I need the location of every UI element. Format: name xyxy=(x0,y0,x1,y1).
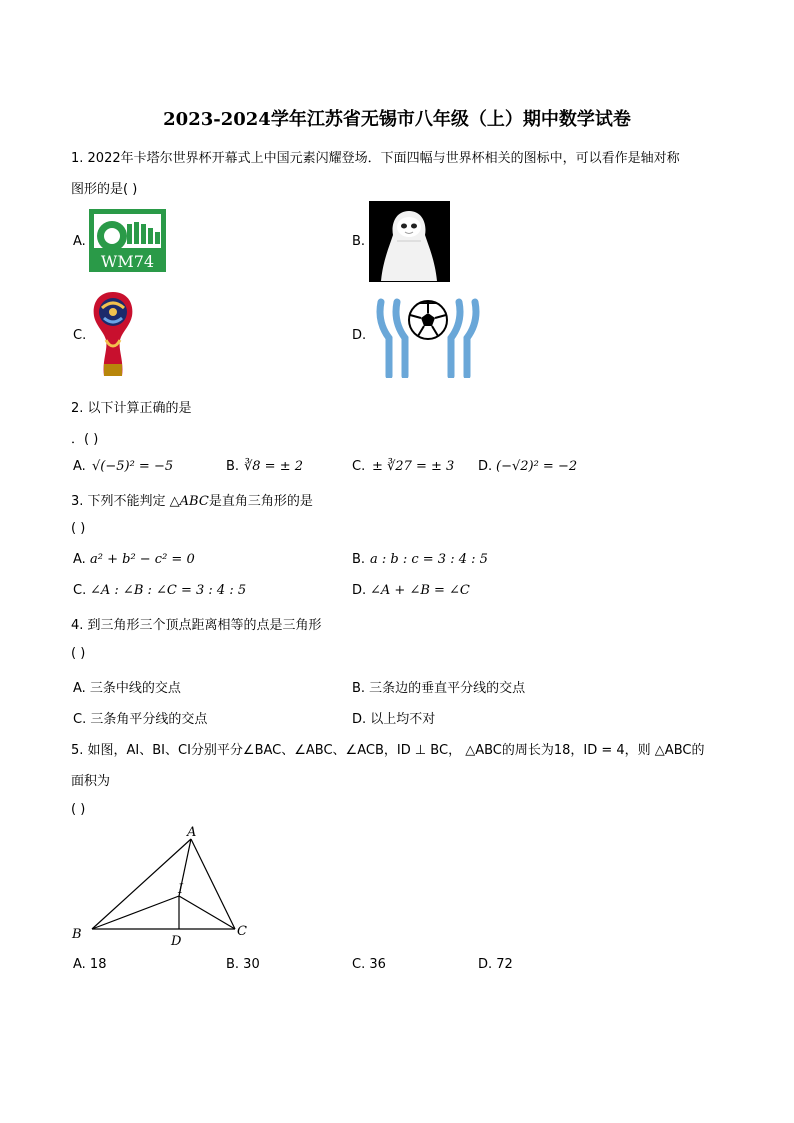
q5-option-c: C. 36 xyxy=(352,957,386,972)
q4-option-a: A. 三条中线的交点 xyxy=(73,681,181,696)
q2-stem-line2: ．( ) xyxy=(71,432,99,447)
q4-stem-line2: ( ) xyxy=(71,646,86,661)
page-title: 2023-2024学年江苏省无锡市八年级（上）期中数学试卷 xyxy=(163,109,631,130)
q1-stem-line2: 图形的是( ) xyxy=(71,182,138,197)
side-ab xyxy=(92,839,191,929)
q1-option-a-label: A. xyxy=(73,234,86,249)
q3-option-c-expr: ∠A : ∠B : ∠C = 3 : 4 : 5 xyxy=(90,583,247,598)
point-label-d: D xyxy=(171,934,182,949)
q5-option-a: A. 18 xyxy=(73,957,107,972)
argentina-78-logo xyxy=(375,298,481,378)
q1-option-c-label: C. xyxy=(73,328,87,343)
q2-option-d-label: D. xyxy=(478,459,493,474)
q3-option-d-expr: ∠A + ∠B = ∠C xyxy=(370,583,470,598)
q5-stem-line2: 面积为 xyxy=(71,774,111,789)
q2-option-d-expr: (−√2)² = −2 xyxy=(496,459,578,474)
q3-stem-start: 3. 下列不能判定 △ xyxy=(71,494,180,509)
q2-option-a-label: A. xyxy=(73,459,86,474)
q3-stem-end: 是直角三角形的是 xyxy=(208,494,313,509)
segment-bi xyxy=(92,896,179,929)
q2-option-b-label: B. xyxy=(226,459,240,474)
q1-stem-line1: 1. 2022年卡塔尔世界杯开幕式上中国元素闪耀登场．下面四幅与世界杯相关的图标中，可以看作是轴对称 xyxy=(71,151,680,166)
q3-option-a-label: A. xyxy=(73,552,86,567)
q2-option-c-expr: ± ∛27 = ± 3 xyxy=(372,459,455,474)
q2-stem-line1: 2. 以下计算正确的是 xyxy=(71,401,192,416)
q5-stem-line1: 5. 如图，AI、BI、CI分别平分∠BAC、∠ABC、∠ACB，ID ⊥ BC， △ABC的周长为18，ID = 4，则 △ABC的 xyxy=(71,743,705,758)
q3-option-b-expr: a : b : c = 3 : 4 : 5 xyxy=(370,552,488,567)
q4-option-d: D. 以上均不对 xyxy=(352,712,436,727)
q2-option-c-label: C. xyxy=(352,459,366,474)
triangle-figure xyxy=(68,820,258,950)
q5-option-b: B. 30 xyxy=(226,957,260,972)
q4-option-c: C. 三条角平分线的交点 xyxy=(73,712,208,727)
vertex-label-a: A xyxy=(187,825,197,840)
q3-option-d-label: D. xyxy=(352,583,367,598)
q4-stem-line1: 4. 到三角形三个顶点距离相等的点是三角形 xyxy=(71,618,322,633)
mascot-image xyxy=(369,201,450,282)
q4-option-b: B. 三条边的垂直平分线的交点 xyxy=(352,681,526,696)
q5-option-d: D. 72 xyxy=(478,957,513,972)
wm74-logo-text: WM74 xyxy=(100,252,155,271)
q3-stem-math: ABC xyxy=(179,494,209,509)
q3-option-b-label: B. xyxy=(352,552,366,567)
q3-option-a-expr: a² + b² − c² = 0 xyxy=(90,552,195,567)
q3-option-c-label: C. xyxy=(73,583,87,598)
point-label-i: I xyxy=(178,882,184,897)
vertex-label-b: B xyxy=(72,927,82,942)
q5-stem-line3: ( ) xyxy=(71,802,86,817)
world-cup-trophy-logo xyxy=(90,290,136,378)
q3-stem-line2: ( ) xyxy=(71,521,86,536)
q3-stem-line1 xyxy=(71,490,313,509)
q1-option-d-label: D. xyxy=(352,328,367,343)
q2-option-b-expr: ∛8 = ± 2 xyxy=(244,459,304,474)
wm74-logo-pattern xyxy=(94,214,161,248)
q2-option-a-expr: √(−5)² = −5 xyxy=(92,459,174,474)
q1-option-b-label: B. xyxy=(352,234,366,249)
vertex-label-c: C xyxy=(237,924,247,939)
wm74-logo xyxy=(89,209,166,272)
